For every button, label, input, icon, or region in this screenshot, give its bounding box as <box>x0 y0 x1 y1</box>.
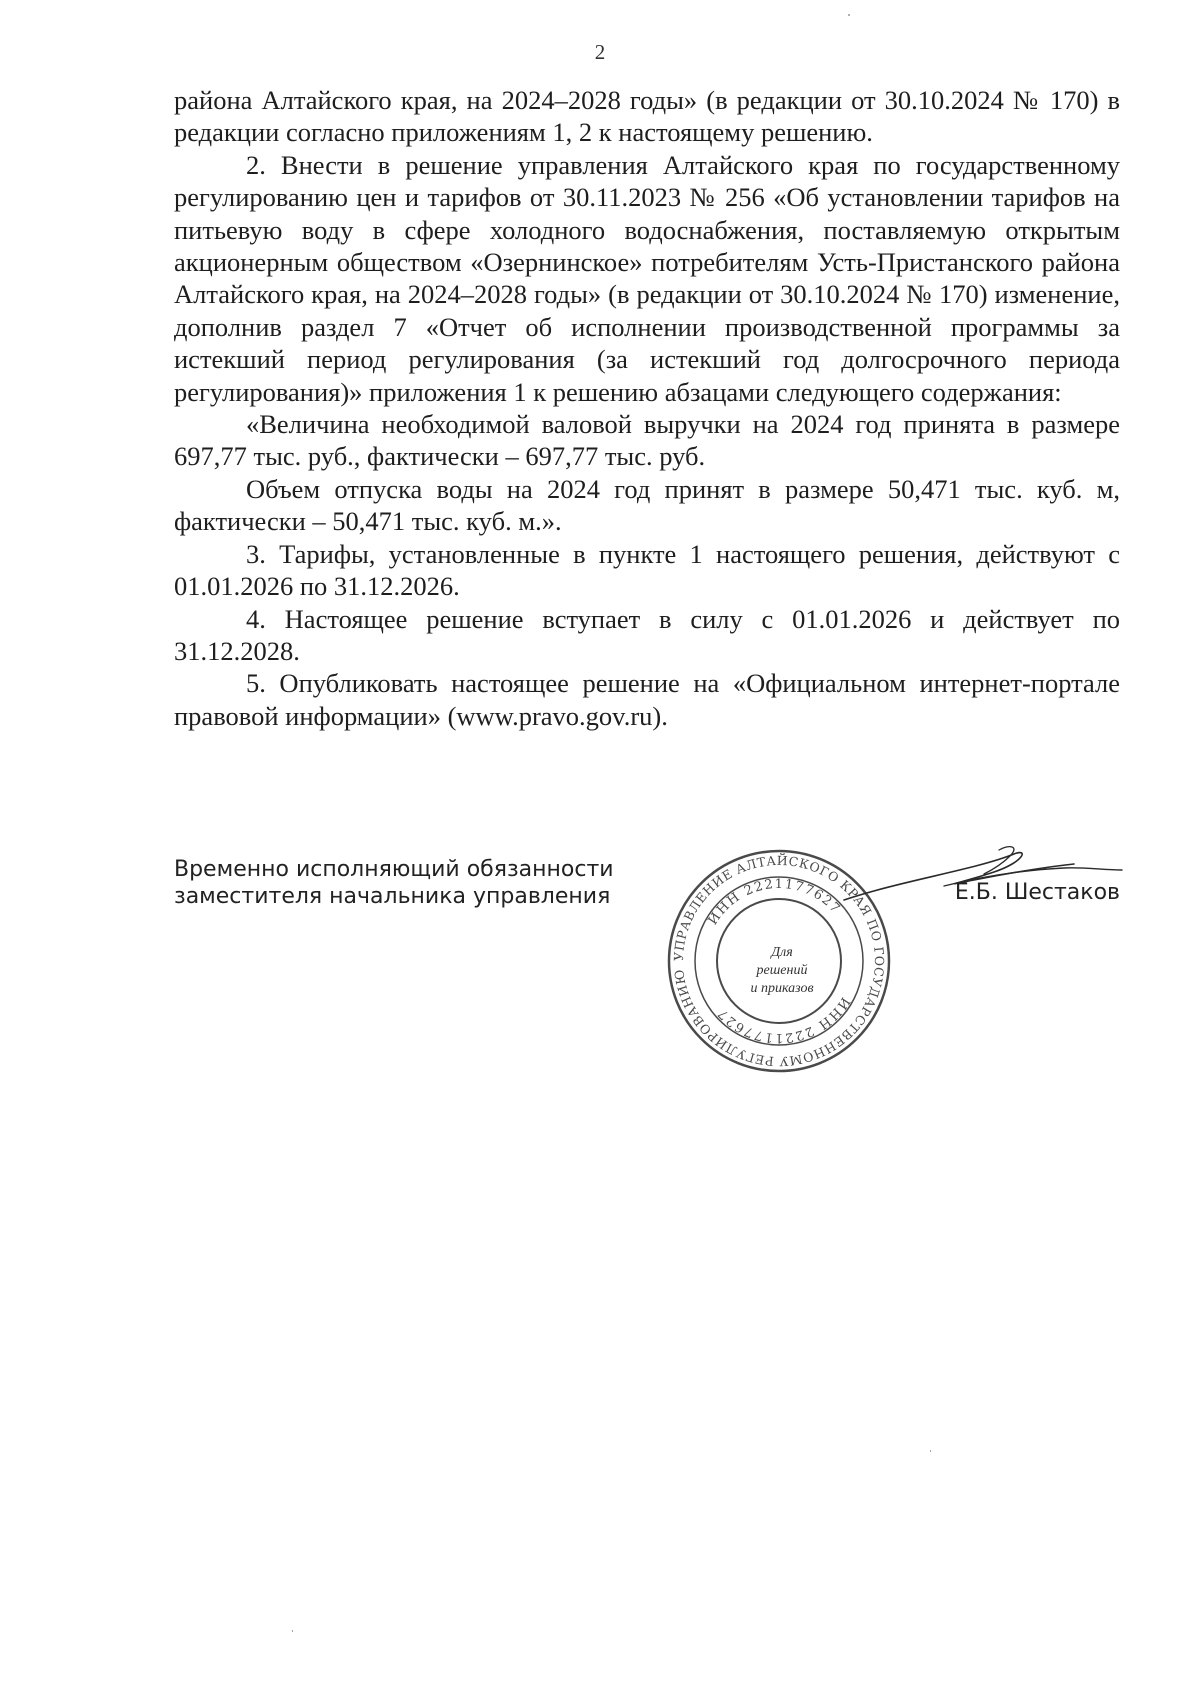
scan-speck <box>848 14 850 16</box>
paragraph-item-5: 5. Опубликовать настоящее решение на «Официальном интернет-портале правовой информации» (www.pravo.gov.ru). <box>174 668 1120 731</box>
signer-title <box>174 856 614 910</box>
seal-inner-text-2: ИНН 2221177627 <box>714 994 853 1046</box>
paragraph-water-volume: Объем отпуска воды на 2024 год принят в размере 50,471 тыс. куб. м, фактически – 50,471 тыс. куб. м.». <box>174 473 1120 537</box>
seal-inner-text: ИНН 2221177627 <box>705 876 844 928</box>
paragraph-item-4: 4. Настоящее решение вступает в силу с 01.01.2026 и действует по 31.12.2028. <box>174 603 1120 666</box>
scan-speck <box>930 1450 931 1452</box>
paragraph-item-2: 2. Внести в решение управления Алтайского края по государственному регулированию цен и тарифов от 30.11.2023 № 256 «Об установлении тарифов на питьевую воду в сфере холодного водоснабжения, поставляемую открытым акционерным обществом «Озернинское» потребителям Усть-Пристанского района Алтайского края, на 2024–2028 годы» (в редакции от 30.10.2024 № 170) изменение, дополнив раздел 7 «Отчет об исполнении производственной программы за истекший период регулирования (за истекший год долгосрочного периода регулирования)» приложения 1 к решению абзацами следующего содержания: <box>174 149 1120 407</box>
paragraph-item-3: 3. Тарифы, установленные в пункте 1 настоящего решения, действуют с 01.01.2026 по 31.12.2026. <box>174 538 1120 602</box>
seal-center-line-1: Для решений <box>756 945 808 978</box>
scan-speck <box>292 1630 293 1632</box>
seal-center-label <box>747 944 817 998</box>
paragraph-continuation: района Алтайского края, на 2024–2028 годы» (в редакции от 30.10.2024 № 170) в редакции согласно приложениям 1, 2 к настоящему решению. <box>174 85 1120 148</box>
page-number: 2 <box>594 40 606 64</box>
document-body <box>174 84 1120 732</box>
signer-title-line-2: заместителя начальника управления <box>174 884 611 909</box>
paragraph-revenue: «Величина необходимой валовой выручки на 2024 год принята в размере 697,77 тыс. руб., фактически – 697,77 тыс. руб. <box>174 409 1120 472</box>
seal-center-line-2: и приказов <box>750 981 814 996</box>
seal-outer-text: УПРАВЛЕНИЕ АЛТАЙСКОГО КРАЯ ПО ГОСУДАРСТВЕННОМУ РЕГУЛИРОВАНИЮ <box>670 852 888 1070</box>
signature-block <box>174 852 1120 1116</box>
signer-title-line-1: Временно исполняющий обязанности <box>174 857 614 882</box>
signer-name: Е.Б. Шестаков <box>954 880 1120 905</box>
